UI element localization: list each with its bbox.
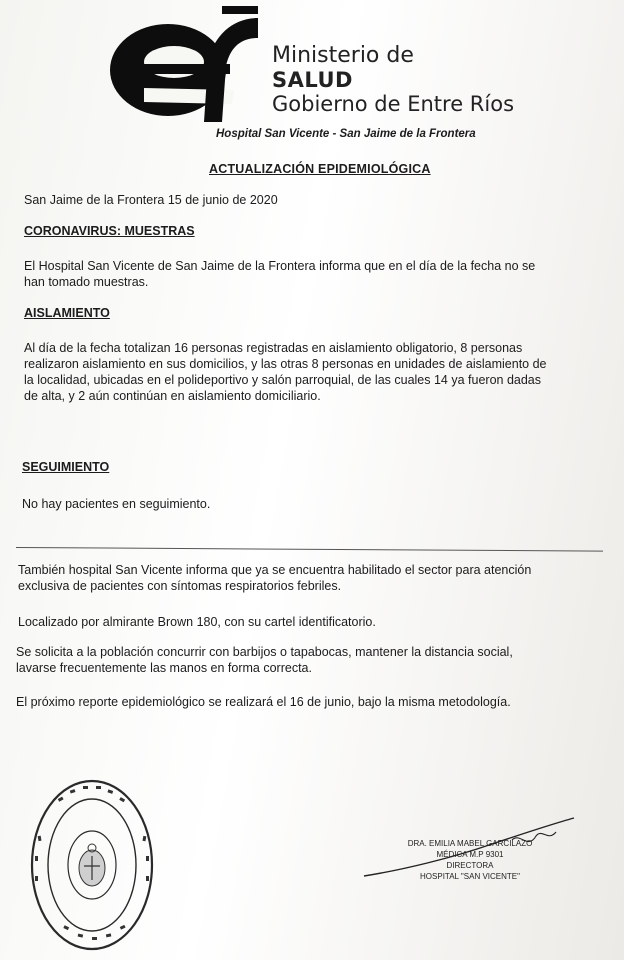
text-line: de alta, y 2 aún continúan en aislamiento domiciliario. xyxy=(24,389,321,403)
paragraph-muestras xyxy=(24,258,535,290)
ministry-line-1: Ministerio de xyxy=(272,43,414,68)
text-line: realizaron aislamiento en sus domicilios, y las otras 8 personas en unidades de aislamiento de xyxy=(24,357,547,371)
section-heading-seguimiento: SEGUIMIENTO xyxy=(22,460,110,474)
text-line: lavarse frecuentemente las manos en forma correcta. xyxy=(16,661,312,675)
ministerio-salud-logo xyxy=(104,4,264,128)
text-line: han tomado muestras. xyxy=(24,275,149,289)
date-line: San Jaime de la Frontera 15 de junio de 2020 xyxy=(24,193,278,207)
ministry-line-2: SALUD xyxy=(272,68,353,92)
signer-org: HOSPITAL "SAN VICENTE" xyxy=(420,872,520,881)
signer-role: DIRECTORA xyxy=(446,861,494,870)
er-logo-mark xyxy=(110,6,258,122)
note-solicitud xyxy=(16,644,513,676)
signer-name: DRA. EMILIA MABEL GARCILAZO xyxy=(407,839,533,848)
section-heading-aislamiento: AISLAMIENTO xyxy=(24,306,110,320)
paragraph-aislamiento xyxy=(24,340,547,404)
text-line: exclusiva de pacientes con síntomas respiratorios febriles. xyxy=(18,579,342,593)
official-stamp xyxy=(28,776,156,954)
text-line: También hospital San Vicente informa que ya se encuentra habilitado el sector para atención xyxy=(18,563,532,577)
note-habilitado xyxy=(18,562,531,594)
note-localizado: Localizado por almirante Brown 180, con su cartel identificatorio. xyxy=(18,615,376,629)
text-line: Se solicita a la población concurrir con barbijos o tapabocas, mantener la distancia social, xyxy=(16,645,513,659)
text-line: la localidad, ubicadas en el polideportivo y salón parroquial, de las cuales 14 ya fueron dadas xyxy=(24,373,542,387)
divider-line xyxy=(16,547,603,552)
ministry-name xyxy=(272,44,514,116)
note-proximo-reporte: El próximo reporte epidemiológico se realizará el 16 de junio, bajo la misma metodología. xyxy=(16,695,511,709)
signer-license: MÉDICA M.P 9301 xyxy=(436,850,504,859)
text-line: Al día de la fecha totalizan 16 personas registradas en aislamiento obligatorio, 8 personas xyxy=(24,341,523,355)
coat-of-arms-icon xyxy=(79,844,105,886)
hospital-line: Hospital San Vicente - San Jaime de la Frontera xyxy=(216,128,476,140)
section-heading-muestras: CORONAVIRUS: MUESTRAS xyxy=(24,224,195,238)
paragraph-seguimiento: No hay pacientes en seguimiento. xyxy=(22,497,211,511)
ministry-line-3: Gobierno de Entre Ríos xyxy=(272,92,515,116)
document-title: ACTUALIZACIÓN EPIDEMIOLÓGICA xyxy=(209,162,431,176)
signature-block xyxy=(386,838,554,882)
text-line: El Hospital San Vicente de San Jaime de la Frontera informa que en el día de la fecha no se xyxy=(24,259,536,273)
